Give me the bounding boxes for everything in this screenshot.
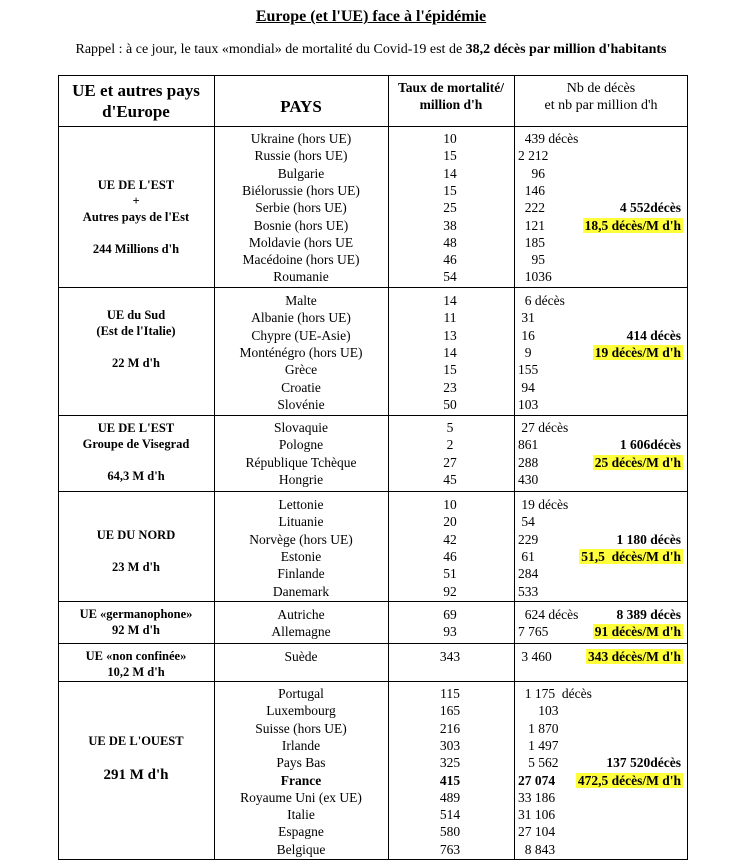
death-count: 1 497 (518, 737, 559, 753)
highlighted-rate: 91 décès/M d'h (594, 624, 681, 640)
death-count: 27 104 (518, 824, 556, 840)
row-divider (58, 681, 688, 682)
row-divider (58, 415, 688, 416)
death-count: 103 (518, 703, 559, 719)
region-label-line (58, 543, 214, 559)
subtitle-rate: 38,2 décès par million d'habitants (465, 42, 667, 57)
mortality-rate: 15 (443, 148, 457, 164)
country-name: Slovaquie (274, 420, 328, 435)
region-label-line: (Est de l'Italie) (96, 324, 176, 338)
mortality-rate: 93 (443, 624, 457, 640)
death-count: 19 décès (518, 497, 569, 512)
region-label-line: UE «non confinée» (85, 649, 187, 663)
country-name: Finlande (277, 566, 325, 582)
country-name: Biélorussie (hors UE) (242, 182, 360, 198)
mortality-rate: 343 (439, 649, 461, 664)
country-name: Hongrie (278, 471, 324, 487)
highlighted-rate: 343 décès/M d'h (588, 649, 681, 664)
death-count: 8 843 (518, 841, 556, 857)
group-deaths-per-million (576, 772, 683, 789)
country-name: Chypre (UE-Asie) (251, 327, 351, 343)
header-deaths-line2: et nb par million d'h (544, 98, 658, 113)
mortality-rate: 13 (443, 327, 457, 343)
death-count: 3 460 (518, 649, 552, 664)
group-total-deaths: 137 520décès (606, 755, 681, 771)
group-total-deaths: 1 606décès (619, 437, 681, 453)
country-name: Albanie (hors UE) (251, 310, 351, 326)
country-name: Malte (285, 293, 317, 308)
death-count: 27 décès (518, 420, 569, 435)
mortality-rate: 23 (443, 379, 457, 395)
region-label-line: Autres pays de l'Est (82, 210, 190, 224)
death-count: 5 562 (518, 755, 559, 771)
region-label-line: 10,2 M d'h (107, 665, 165, 679)
country-name: Suède (284, 649, 318, 664)
region-label-line: 64,3 M d'h (107, 469, 165, 483)
mortality-rate: 14 (443, 293, 457, 308)
country-name: Macédoine (hors UE) (242, 252, 360, 268)
mortality-rate: 303 (439, 737, 461, 753)
mortality-rate: 115 (440, 686, 460, 701)
header-region (58, 80, 214, 122)
header-country: PAYS (280, 97, 322, 116)
highlighted-rate: 18,5 décès/M d'h (584, 217, 681, 233)
region-label (58, 177, 214, 257)
death-count: 103 (518, 396, 539, 412)
death-count: 155 (518, 362, 539, 378)
mortality-rate: 325 (439, 755, 461, 771)
death-count: 861 (518, 437, 539, 453)
group-deaths-per-million (586, 648, 683, 665)
country-name: Croatie (281, 379, 321, 395)
death-count: 94 (518, 379, 535, 395)
row-divider (58, 491, 688, 492)
mortality-rate: 15 (443, 182, 457, 198)
mortality-rate: 51 (443, 566, 457, 582)
mortality-rate: 415 (439, 772, 461, 788)
death-count: 439 décès (518, 131, 579, 146)
region-label (58, 733, 214, 783)
death-count: 7 765 (518, 624, 549, 640)
country-name: Roumanie (273, 269, 329, 285)
mortality-rate: 216 (439, 720, 461, 736)
death-count: 121 (518, 217, 545, 233)
row-divider (58, 287, 688, 288)
country-name: Irlande (281, 737, 321, 753)
mortality-rate: 92 (443, 583, 457, 599)
death-count: 27 074 (518, 772, 556, 788)
death-count: 624 décès (518, 607, 579, 622)
country-name: Allemagne (271, 624, 331, 640)
mortality-rate: 46 (443, 548, 457, 564)
mortality-rate: 5 (446, 420, 454, 435)
region-label (58, 606, 214, 638)
country-name: Danemark (272, 583, 330, 599)
mortality-rate: 489 (439, 789, 461, 805)
mortality-rate: 45 (443, 471, 457, 487)
region-label-line: UE DE L'EST (97, 421, 175, 435)
group-deaths-per-million (579, 548, 683, 565)
mortality-rate: 165 (439, 703, 461, 719)
country-name: Espagne (278, 824, 324, 840)
mortality-rate: 42 (443, 531, 457, 547)
region-label-line: 22 M d'h (112, 356, 160, 370)
header-deaths (514, 80, 688, 114)
row-divider (58, 601, 688, 602)
country-name: Grèce (284, 362, 318, 378)
mortality-rate: 15 (443, 362, 457, 378)
country-name: Bosnie (hors UE) (253, 217, 349, 233)
death-count: 95 (518, 252, 545, 268)
country-name: France (280, 772, 322, 788)
region-label-line: UE «germanophone» (79, 607, 193, 621)
region-label-line (58, 225, 214, 241)
header-deaths-line1: Nb de décès (566, 81, 636, 96)
region-label-line: 291 M d'h (103, 767, 169, 783)
death-count: 61 (518, 548, 535, 564)
subtitle-text: Rappel : à ce jour, le taux «mondial» de mortalité du Covid-19 est de (75, 42, 466, 57)
group-deaths-per-million (593, 344, 683, 361)
header-region-line2: d'Europe (102, 102, 170, 121)
country-name: Ukraine (hors UE) (250, 131, 352, 146)
death-count: 288 (518, 454, 539, 470)
group-total-deaths: 1 180 décès (616, 531, 681, 547)
death-count: 533 (518, 583, 539, 599)
death-count: 430 (518, 471, 539, 487)
mortality-rate: 50 (443, 396, 457, 412)
mortality-rate: 38 (443, 217, 457, 233)
country-name: République Tchèque (245, 454, 357, 470)
mortality-rate: 46 (443, 252, 457, 268)
row-divider (58, 126, 688, 127)
mortality-rate: 14 (443, 344, 457, 360)
country-name: Monténégro (hors UE) (239, 344, 363, 360)
country-name: Lettonie (278, 497, 324, 512)
region-label-line: 92 M d'h (112, 623, 160, 637)
row-divider (58, 643, 688, 644)
death-count: 31 (518, 310, 535, 326)
country-name: Suisse (hors UE) (255, 720, 347, 736)
death-count: 146 (518, 182, 545, 198)
mortality-rate: 54 (443, 269, 457, 285)
mortality-rate: 69 (443, 607, 457, 622)
death-count: 1036 (518, 269, 552, 285)
column-divider (514, 75, 515, 860)
death-count: 284 (518, 566, 539, 582)
country-name: Russie (hors UE) (254, 148, 348, 164)
country-name: Serbie (hors UE) (255, 200, 347, 216)
region-label-line: UE DU NORD (96, 528, 176, 542)
mortality-rate: 514 (439, 807, 461, 823)
country-name: Pologne (278, 437, 324, 453)
death-count: 6 décès (518, 293, 565, 308)
region-label (58, 420, 214, 484)
group-deaths-per-million (593, 454, 683, 471)
region-label-line (58, 751, 214, 767)
death-count: 54 (518, 514, 535, 530)
region-label-line (58, 339, 214, 355)
region-label-line: + (132, 194, 140, 208)
death-count: 222 (518, 200, 545, 216)
country-name: Moldavie (hors UE (248, 234, 354, 250)
mortality-rate: 14 (443, 165, 457, 181)
group-deaths-per-million (583, 217, 683, 234)
death-count: 185 (518, 234, 545, 250)
region-label-line: 244 Millions d'h (92, 242, 180, 256)
mortality-rate: 27 (443, 454, 457, 470)
death-count: 1 175 décès (518, 686, 592, 701)
header-rate (388, 79, 514, 113)
mortality-rate: 580 (439, 824, 461, 840)
region-label-line (58, 452, 214, 468)
group-deaths-per-million (593, 623, 683, 640)
highlighted-rate: 19 décès/M d'h (594, 344, 681, 360)
region-label-line: UE DE L'OUEST (88, 734, 184, 748)
country-name: Royaume Uni (ex UE) (240, 789, 362, 805)
highlighted-rate: 472,5 décès/M d'h (577, 772, 681, 788)
country-name: Luxembourg (266, 703, 336, 719)
country-name: Slovénie (277, 396, 325, 412)
group-total-deaths: 414 décès (626, 327, 681, 343)
group-total-deaths: 4 552décès (619, 200, 681, 216)
region-label-line: UE DE L'EST (97, 178, 175, 192)
country-name: Estonie (280, 548, 322, 564)
region-label (58, 527, 214, 575)
country-name: Bulgarie (277, 165, 325, 181)
country-name: Portugal (278, 686, 324, 701)
mortality-rate: 763 (439, 841, 461, 857)
document-subtitle (0, 42, 742, 58)
death-count: 16 (518, 327, 535, 343)
country-name: Lituanie (278, 514, 324, 530)
header-region-line1: UE et autres pays (72, 81, 200, 100)
region-label (58, 307, 214, 371)
mortality-rate: 20 (443, 514, 457, 530)
mortality-rate: 48 (443, 234, 457, 250)
region-label-line: Groupe de Visegrad (82, 437, 190, 451)
death-count: 2 212 (518, 148, 549, 164)
country-name: Norvège (hors UE) (249, 531, 353, 547)
death-count: 1 870 (518, 720, 559, 736)
mortality-rate: 2 (446, 437, 454, 453)
region-label-line: UE du Sud (106, 308, 166, 322)
death-count: 31 106 (518, 807, 556, 823)
mortality-rate: 10 (443, 497, 457, 512)
country-name: Italie (287, 807, 315, 823)
highlighted-rate: 25 décès/M d'h (594, 454, 681, 470)
header-rate-line2: million d'h (419, 97, 483, 112)
mortality-rate: 10 (443, 131, 457, 146)
mortality-rate: 11 (443, 310, 457, 326)
mortality-rate: 25 (443, 200, 457, 216)
death-count: 229 (518, 531, 539, 547)
country-name: Autriche (277, 607, 325, 622)
region-label (58, 648, 214, 680)
group-total-deaths: 8 389 décès (616, 607, 681, 622)
header-rate-line1: Taux de mortalité/ (398, 80, 504, 95)
death-count: 96 (518, 165, 545, 181)
country-name: Belgique (276, 841, 326, 857)
death-count: 33 186 (518, 789, 556, 805)
document-title: Europe (et l'UE) face à l'épidémie (255, 8, 487, 25)
highlighted-rate: 51,5 décès/M d'h (581, 548, 681, 564)
death-count: 9 (518, 344, 532, 360)
region-label-line: 23 M d'h (112, 560, 160, 574)
country-name: Pays Bas (276, 755, 326, 771)
